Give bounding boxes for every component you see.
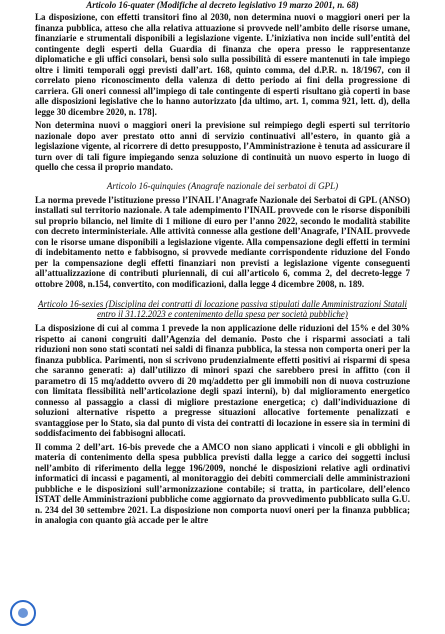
section-1: [35, 12, 410, 173]
page-header-title: Articolo 16-quater (Modifiche al decreto legislativo 19 marzo 2001, n. 68): [86, 0, 359, 10]
section-2-paragraph-1: La norma prevede l’istituzione presso l’INAIL l’Anagrafe Nazionale dei Serbatoi di GPL (ANSO) installati sul territorio nazionale. A tale adempimento l’INAIL provvede con le risorse disponibili sul proprio bilancio, nel limite di 1 milione di euro per l’anno 2022, secondo le modalità stabilite con decreto interministeriale. Alle attività connesse alla gestione dell’Anagrafe, l’INAIL provvede con le risorse umane disponibili a legislazione vigente. Alla compensazione degli effetti in termini di indebitamento netto e fabbisogno, si provvede mediante corrispondente riduzione del Fondo per la compensazione degli effetti finanziari non previsti a legislazione vigente conseguenti all’attualizzazione di contributi pluriennali, di cui all’articolo 6, comma 2, del decreto-legge 7 ottobre 2008, n.154, convertito, con modificazioni, dalla legge 4 dicembre 2008, n. 189.: [35, 194, 410, 289]
section-2: [35, 181, 410, 290]
section-2-title: Articolo 16-quinquies (Anagrafe nazionale dei serbatoi di GPL): [106, 180, 339, 191]
section-1-paragraph-1: La disposizione, con effetti transitori fino al 2030, non determina nuovi o maggiori oneri per la finanza pubblica, atteso che alla relativa attuazione si provvede nell’ambito delle risorse umane, finanziarie e strumentali disponibili a legislazione vigente. L’iniziativa non incide sull’entità del contingente degli esperti della Guardia di finanza che opera presso le rappresentanze diplomatiche e gli uffici consolari, bensì solo sulla possibilità di essere mantenuti in tale impiego oltre i limiti temporali oggi previsti dall’art. 168, quinto comma, del d.P.R. n. 18/1967, con il correlato pieno riconoscimento della valenza di detto periodo ai fini della progressione di carriera. Gli oneri connessi all’impiego di tale contingente di esperti risultano già coperti in base alle disposizioni legislative che lo hanno autorizzato [da ultimo, art. 1, comma 921, lett. d), della legge 30 dicembre 2020, n. 178].: [35, 12, 410, 117]
section-3-title: Articolo 16-sexies (Disciplina dei contratti di locazione passiva stipulati dalle Amministrazioni Statali entro il 31.12.2023 e contenimento della spesa per società pubbliche): [37, 299, 408, 319]
section-3: [35, 299, 410, 526]
document-content: [35, 12, 410, 529]
section-1-paragraph-2: Non determina nuovi o maggiori oneri la previsione sul reimpiego degli esperti sul territorio nazionale dopo aver prestato otto anni di servizio continuativi all’estero, in quanto già a legislazione vigente, al ricorrere di detto presupposto, l’Amministrazione è tenuta ad assicurare il turn over di tali figure impiegando senza soluzione di continuità un nuovo esperto in luogo di quello che cessa il proprio mandato.: [35, 120, 410, 172]
section-3-paragraph-2: Il comma 2 dell’art. 16-bis prevede che a AMCO non siano applicati i vincoli e gli obblighi in materia di contenimento della spesa pubblica previsti dalla legge a carico dei soggetti inclusi nell’ambito di riferimento della legge 196/2009, nonché le disposizioni relative agli ordinativi informatici di incassi e pagamenti, al monitoraggio dei debiti commerciali delle amministrazioni pubbliche e le disposizioni sull’armonizzazione contabile; si tratta, in particolare, dell’elenco ISTAT delle Amministrazioni pubbliche come aggiornato da provvedimento pubblicato sulla G.U. n. 234 del 30 settembre 2021. La disposizione non comporta nuovi oneri per la finanza pubblica; in analogia con quanto già accade per le altre: [35, 441, 410, 525]
institutional-seal-icon: [10, 600, 36, 626]
section-3-paragraph-1: La disposizione di cui al comma 1 prevede la non applicazione delle riduzioni del 15% e del 30% rispetto ai canoni congruiti dall’Agenzia del demanio. Posto che i risparmi associati a tali riduzioni non sono stati scontati nei saldi di finanza pubblica, la stessa non comporta oneri per la finanza pubblica. Parimenti, non si scrivono prudenzialmente effetti positivi ai risparmi di spesa che saranno generati: a) dall’utilizzo di minori spazi che sarebbero presi in affitto (con il parametro di 15 mq/addetto ovvero di 20 mq/addetto per gli immobili non di nuova costruzione con limitata flessibilità nell’articolazione degli spazi interni), b) dal miglioramento energetico connesso al passaggio a classi di migliore prestazione energetica; c) dall’individuazione di soluzioni alternative rispetto a pregresse situazioni allocative fortemente penalizzati e svantaggiose per lo Stato, sia dal punto di vista dei contratti di locazione in essere sia in termini di soddisfacimento dei fabbisogni allocati.: [35, 323, 410, 438]
